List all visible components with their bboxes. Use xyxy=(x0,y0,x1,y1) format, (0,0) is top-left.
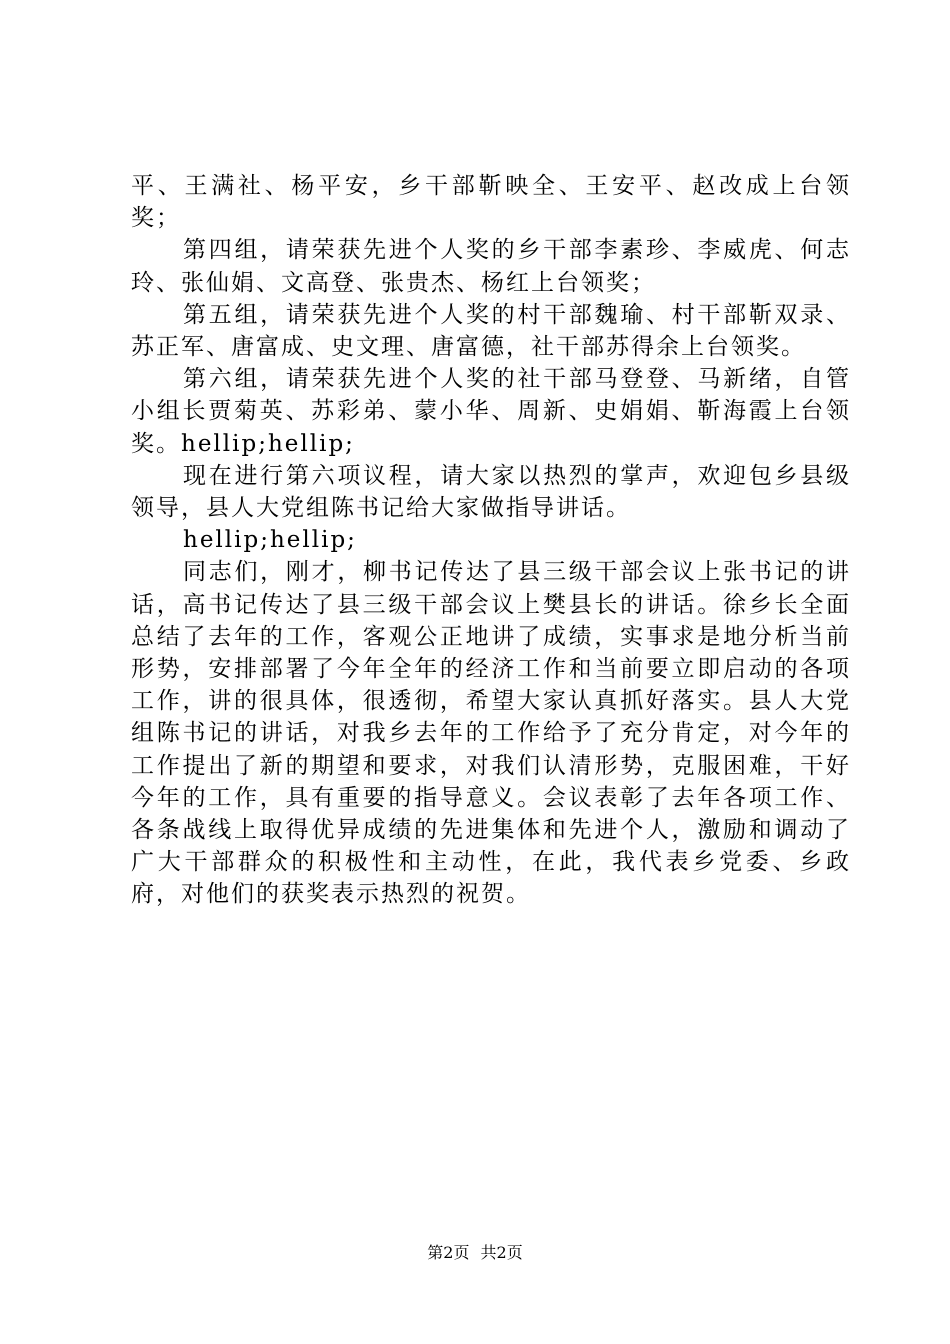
page-number: 第2页 xyxy=(427,1243,470,1262)
document-body xyxy=(131,170,851,911)
paragraph-ellipsis: hellip;hellip; xyxy=(183,527,357,554)
paragraph-speech: 同志们，刚才，柳书记传达了县三级干部会议上张书记的讲话，高书记传达了县三级干部会议上樊县长的讲话。徐乡长全面总结了去年的工作，客观公正地讲了成绩，实事求是地分析当前形势，安排部署了今年全年的经济工作和当前要立即启动的各项工作，讲的很具体，很透彻，希望大家认真抓好落实。县人大党组陈书记的讲话，对我乡去年的工作给予了充分肯定，对今年的工作提出了新的期望和要求，对我们认清形势，克服困难，干好今年的工作，具有重要的指导意义。会议表彰了去年各项工作、各条战线上取得优异成绩的先进集体和先进个人，激励和调动了广大干部群众的积极性和主动性，在此，我代表乡党委、乡政府，对他们的获奖表示热烈的祝贺。 xyxy=(131,559,851,908)
paragraph-group-five: 第五组，请荣获先进个人奖的村干部魏瑜、村干部靳双录、苏正军、唐富成、史文理、唐富德，社干部苏得余上台领奖。 xyxy=(131,301,851,361)
page-total: 共2页 xyxy=(480,1243,523,1262)
paragraph-group-six: 第六组，请荣获先进个人奖的社干部马登登、马新绪，自管小组长贾菊英、苏彩弟、蒙小华、周新、史娟娟、靳海霞上台领奖。hellip;hellip; xyxy=(131,366,851,457)
paragraph-group-four: 第四组，请荣获先进个人奖的乡干部李素珍、李威虎、何志玲、张仙娟、文高登、张贵杰、杨红上台领奖； xyxy=(131,237,851,296)
page-footer xyxy=(0,1243,950,1263)
paragraph-continuation: 平、王满社、杨平安，乡干部靳映全、王安平、赵改成上台领奖； xyxy=(131,173,851,232)
paragraph-agenda-six: 现在进行第六项议程，请大家以热烈的掌声，欢迎包乡县级领导，县人大党组陈书记给大家做指导讲话。 xyxy=(131,462,851,522)
